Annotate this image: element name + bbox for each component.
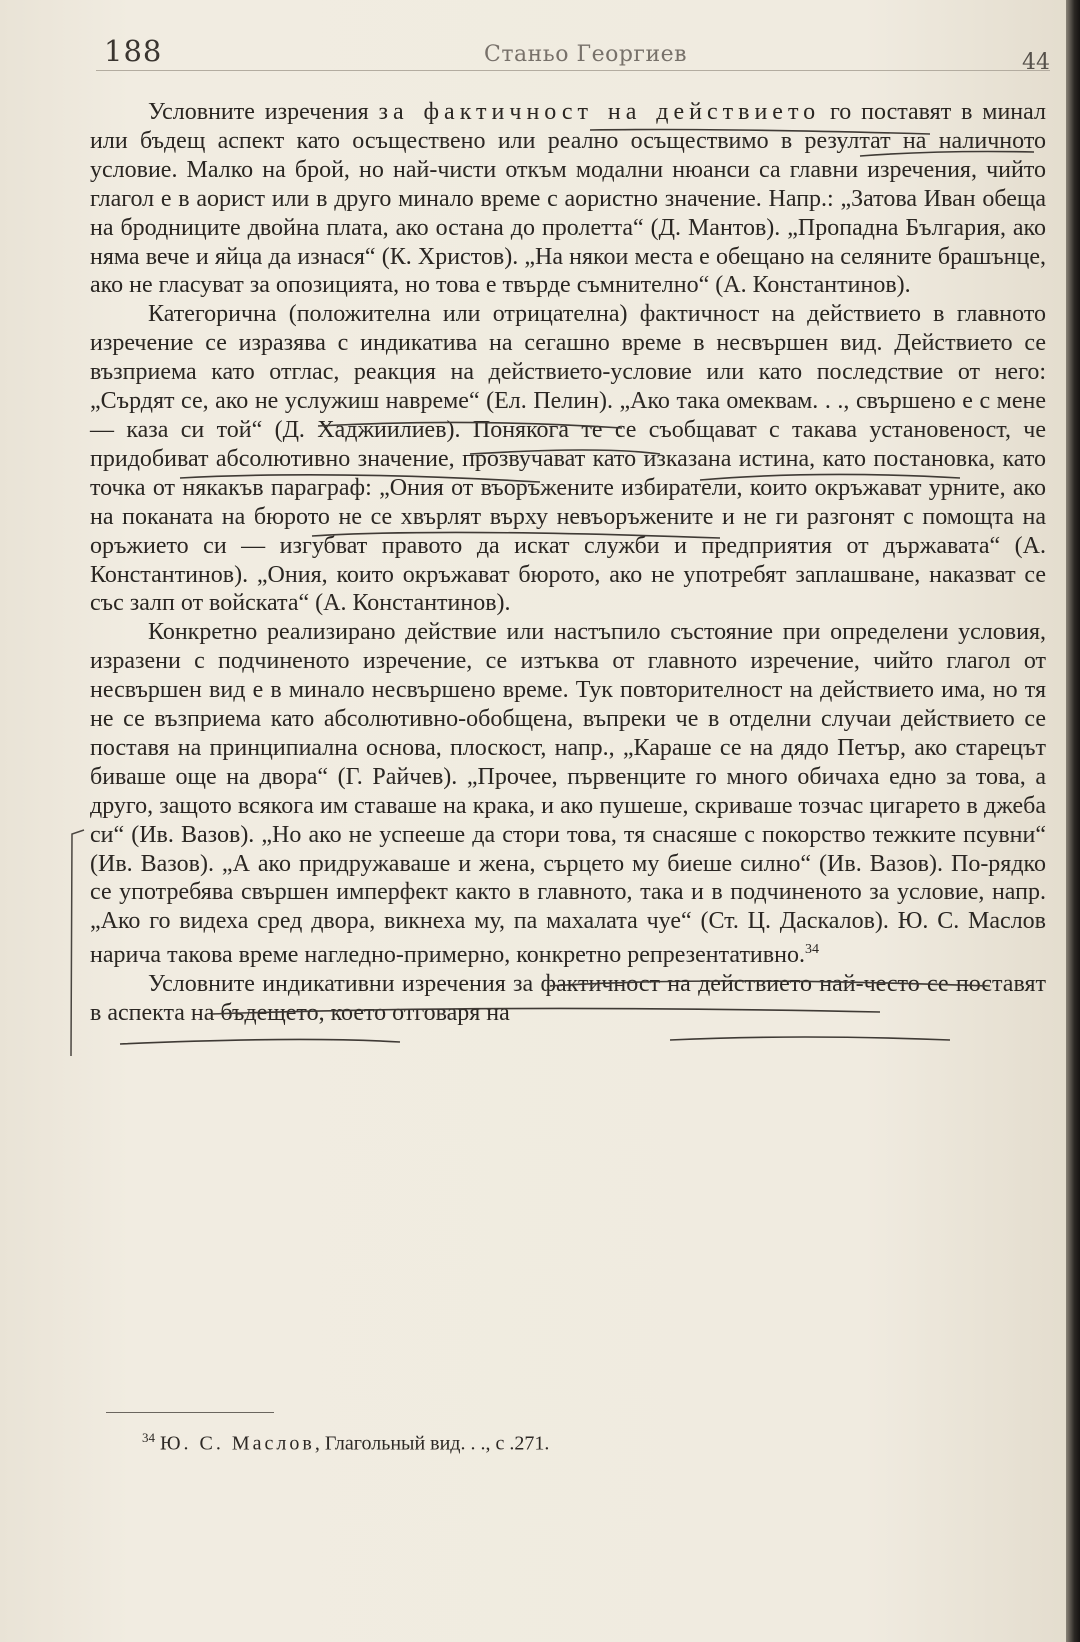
paragraph-3-text: Конкретно реализирано действие или настъпило състояние при определени условия, изразени с подчиненото изречение, се изтъква от главното изречение, чийто глагол от несвършен вид е в минало несвършено време. Тук повторителност на действието има, но тя не се възприема като абсолютивно-обобщена, въпреки че в отделни случаи действието се поставя на принципиална основа, плоскост, напр., „Караше се на дядо Петър, ако старецът биваше още на двора“ (Г. Райчев). „Прочее, първенците го много обичаха едно за това, а друго, защото всякога им ставаше на крака, и ако пушеше, скриваше тозчас цигарето в джеба си“ (Ив. Вазов). „Но ако не успееше да стори това, тя снасяше с покорство тежките псувни“ (Ив. Вазов). „А ако придружаваше и жена, сърцето му биеше силно“ (Ив. Вазов). По-рядко се употребява свършен имперфект както в главното, така и в подчиненото за условие, напр. „Ако го видеха сред двора, викнеха му, па махалата чуе“ (Ст. Ц. Даскалов). Ю. С. Маслов нарича такова време нагледно-примерно, конкретно репрезентативно. (90, 619, 1046, 969)
paragraph-4: Условните индикативни изречения за фактичност на действието най-често се поставят в аспекта на бъдещето, което отговаря на (90, 971, 1046, 1027)
spaced-emphasis: за фактичност на действието (378, 99, 821, 125)
header-divider (96, 70, 1050, 71)
margin-bracket-annotation (66, 828, 88, 1058)
footnote-reference[interactable]: 34 (804, 942, 819, 958)
paragraph-1 (90, 98, 1046, 300)
body-text (90, 98, 1046, 1028)
paragraph-3 (90, 618, 1046, 970)
footnote (142, 1430, 549, 1456)
footnote-author: Ю. С. Маслов (160, 1432, 315, 1455)
paragraph-1-rest: го поставят в минал или бъдещ аспект като осъществено или реално осъществимо в резултат на наличното условие. Малко на брой, но най-чисти откъм модални нюанси са главни изречения, чийто глагол е в аорист или в друго минало време с аористно значение. Напр.: „Затова Иван обеща на бродниците двойна плата, ако остана до пролетта“ (Д. Мантов). „Пропадна България, ако няма вече и яйца да изнася“ (К. Христов). „На някои места е обещано на селяните брашънце, ако не гласуват за опозицията, но това е твърде съмнително“ (А. Константинов). (90, 99, 1046, 299)
footnote-number: 34 (142, 1430, 155, 1445)
signature-mark: 44 (1022, 50, 1050, 75)
running-head: Станьо Георгиев (484, 42, 688, 67)
footnote-text: , Глагольный вид. . ., с .271. (314, 1432, 550, 1455)
underline-11 (670, 1037, 950, 1040)
footnote-divider (106, 1412, 274, 1413)
book-spine-edge (1066, 0, 1080, 1642)
page-number: 188 (104, 34, 163, 68)
paragraph-1-lead: Условните изречения (148, 99, 379, 125)
paragraph-2: Категорична (положителна или отрицателна) фактичност на действието в главното изречение се изразява с индикатива на сегашно време в несвършен вид. Действието се възприема като отглас, реакция на действието-условие или като последствие от него: „Сърдят се, ако не услужиш навреме“ (Ел. Пелин). „Ако така омеквам. . ., свършено е с мене — каза си той“ (Д. Хаджиилиев). Понякога те се съобщават с такава установеност, че придобиват абсолютивно значение, прозвучават като изказана истина, като постановка, като точка от някакъв параграф: „Ония от въоръжените избиратели, които окръжават урните, ако на поканата на бюрото не се хвърлят върху невъоръжените и не ги разгонят с помощта на оръжието си — изгубват правото да искат служби и предприятия от държавата“ (А. Константинов). „Ония, които окръжават бюрото, ако не употребят заплашване, наказват се със залп от войската“ (А. Константинов). (90, 301, 1046, 617)
page-header (104, 30, 1050, 74)
underline-10 (120, 1039, 400, 1044)
